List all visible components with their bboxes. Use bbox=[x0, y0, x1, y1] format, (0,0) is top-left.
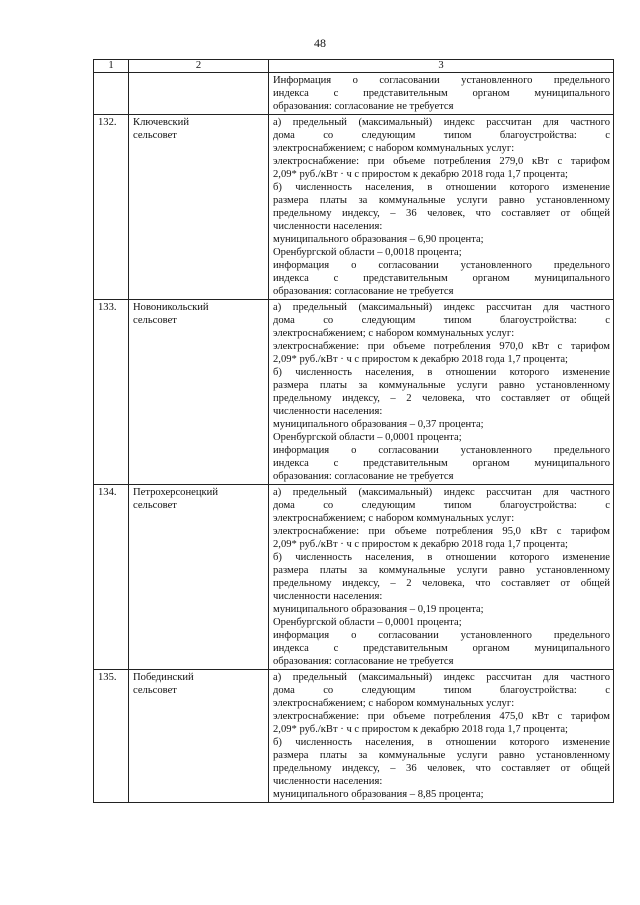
text-line: а) предельный (максимальный) индекс рассчитан для частного bbox=[273, 117, 610, 128]
text-line: электроснабжением; с набором коммунальных услуг: bbox=[273, 143, 515, 154]
text-line: индекса с представительным органом муниципального bbox=[273, 88, 610, 99]
text-line: образования: согласование не требуется bbox=[273, 656, 454, 667]
text-line: муниципального образования – 0,37 процента; bbox=[273, 419, 484, 430]
name-line: Петрохерсонецкий bbox=[133, 487, 218, 498]
text-line: предельному индексу, – 2 человека, что составляет от общей bbox=[273, 393, 610, 404]
name-line: сельсовет bbox=[133, 685, 177, 696]
index-description bbox=[269, 300, 614, 485]
text-line: а) предельный (максимальный) индекс рассчитан для частного bbox=[273, 302, 610, 313]
text-line: образования: согласование не требуется bbox=[273, 286, 454, 297]
text-line: б) численность населения, в отношении которого изменение bbox=[273, 367, 610, 378]
text-line: муниципального образования – 8,85 процента; bbox=[273, 789, 484, 800]
text-line: Информация о согласовании установленного предельного bbox=[273, 75, 610, 86]
text-line: информация о согласовании установленного предельного bbox=[273, 260, 610, 271]
header-col-3: 3 bbox=[269, 60, 614, 73]
name-line: Новоникольский bbox=[133, 302, 209, 313]
text-line: электроснабжение: при объеме потребления 95,0 кВт с тарифом bbox=[273, 526, 610, 537]
text-line: Оренбургской области – 0,0001 процента; bbox=[273, 617, 462, 628]
index-description bbox=[269, 485, 614, 670]
text-line: электроснабжение: при объеме потребления 279,0 кВт с тарифом bbox=[273, 156, 610, 167]
text-line: численности населения: bbox=[273, 221, 383, 232]
text-line: дома со следующим типом благоустройства: с bbox=[273, 685, 610, 696]
text-line: б) численность населения, в отношении которого изменение bbox=[273, 182, 610, 193]
table-header-row bbox=[94, 60, 614, 73]
text-line: дома со следующим типом благоустройства: с bbox=[273, 500, 610, 511]
municipality-name bbox=[129, 300, 269, 485]
name-line: Ключевский bbox=[133, 117, 190, 128]
text-line: индекса с представительным органом муниципального bbox=[273, 458, 610, 469]
municipality-name bbox=[129, 485, 269, 670]
row-number: 134. bbox=[94, 485, 129, 670]
text-line: дома со следующим типом благоустройства: с bbox=[273, 315, 610, 326]
text-line: электроснабжением; с набором коммунальных услуг: bbox=[273, 328, 515, 339]
text-line: 2,09* руб./кВт · ч с приростом к декабрю 2018 года 1,7 процента; bbox=[273, 539, 568, 550]
text-line: индекса с представительным органом муниципального bbox=[273, 643, 610, 654]
text-line: б) численность населения, в отношении которого изменение bbox=[273, 737, 610, 748]
text-line: муниципального образования – 6,90 процента; bbox=[273, 234, 484, 245]
text-line: размера платы за коммунальные услуги равно установленному bbox=[273, 750, 610, 761]
text-line: 2,09* руб./кВт · ч с приростом к декабрю 2018 года 1,7 процента; bbox=[273, 169, 568, 180]
header-col-2: 2 bbox=[129, 60, 269, 73]
text-line: образования: согласование не требуется bbox=[273, 101, 454, 112]
text-line: предельному индексу, – 36 человек, что составляет от общей bbox=[273, 208, 610, 219]
text-line: размера платы за коммунальные услуги равно установленному bbox=[273, 565, 610, 576]
name-line: сельсовет bbox=[133, 315, 177, 326]
text-line: дома со следующим типом благоустройства: с bbox=[273, 130, 610, 141]
header-col-1: 1 bbox=[94, 60, 129, 73]
table-row bbox=[94, 115, 614, 300]
name-line: сельсовет bbox=[133, 500, 177, 511]
name-line: Побединский bbox=[133, 672, 194, 683]
text-line: Оренбургской области – 0,0018 процента; bbox=[273, 247, 462, 258]
tariff-table bbox=[93, 59, 614, 803]
text-line: образования: согласование не требуется bbox=[273, 471, 454, 482]
text-line: б) численность населения, в отношении которого изменение bbox=[273, 552, 610, 563]
text-line: электроснабжением; с набором коммунальных услуг: bbox=[273, 698, 515, 709]
continuation-text bbox=[269, 73, 614, 115]
text-line: информация о согласовании установленного предельного bbox=[273, 445, 610, 456]
row-number: 135. bbox=[94, 670, 129, 803]
text-line: численности населения: bbox=[273, 406, 383, 417]
index-description bbox=[269, 670, 614, 803]
text-line: размера платы за коммунальные услуги равно установленному bbox=[273, 380, 610, 391]
row-number: 132. bbox=[94, 115, 129, 300]
table-row bbox=[94, 485, 614, 670]
text-line: численности населения: bbox=[273, 776, 383, 787]
municipality-name bbox=[129, 115, 269, 300]
text-line: электроснабжение: при объеме потребления 475,0 кВт с тарифом bbox=[273, 711, 610, 722]
page-number: 48 bbox=[314, 36, 326, 50]
continuation-row bbox=[94, 73, 614, 115]
index-description bbox=[269, 115, 614, 300]
table-row bbox=[94, 300, 614, 485]
text-line: информация о согласовании установленного предельного bbox=[273, 630, 610, 641]
text-line: электроснабжение: при объеме потребления 970,0 кВт с тарифом bbox=[273, 341, 610, 352]
text-line: размера платы за коммунальные услуги равно установленному bbox=[273, 195, 610, 206]
text-line: муниципального образования – 0,19 процента; bbox=[273, 604, 484, 615]
text-line: Оренбургской области – 0,0001 процента; bbox=[273, 432, 462, 443]
text-line: предельному индексу, – 2 человека, что составляет от общей bbox=[273, 578, 610, 589]
table-row bbox=[94, 670, 614, 803]
row-number: 133. bbox=[94, 300, 129, 485]
text-line: 2,09* руб./кВт · ч с приростом к декабрю 2018 года 1,7 процента; bbox=[273, 354, 568, 365]
text-line: предельному индексу, – 36 человек, что составляет от общей bbox=[273, 763, 610, 774]
text-line: индекса с представительным органом муниципального bbox=[273, 273, 610, 284]
text-line: 2,09* руб./кВт · ч с приростом к декабрю 2018 года 1,7 процента; bbox=[273, 724, 568, 735]
municipality-name bbox=[129, 670, 269, 803]
text-line: а) предельный (максимальный) индекс рассчитан для частного bbox=[273, 672, 610, 683]
name-line: сельсовет bbox=[133, 130, 177, 141]
text-line: электроснабжением; с набором коммунальных услуг: bbox=[273, 513, 515, 524]
text-line: численности населения: bbox=[273, 591, 383, 602]
text-line: а) предельный (максимальный) индекс рассчитан для частного bbox=[273, 487, 610, 498]
